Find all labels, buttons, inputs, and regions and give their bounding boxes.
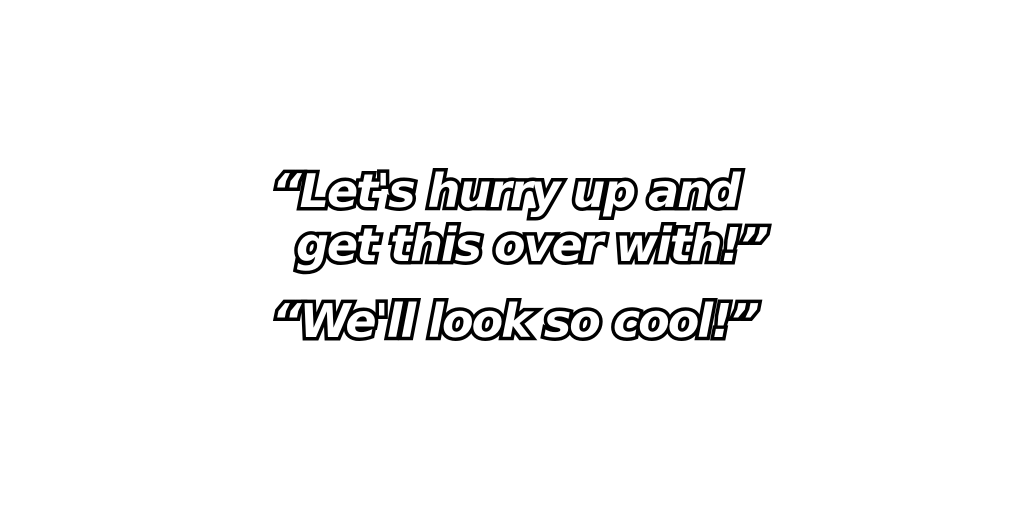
quote-1-line-2: get this over with!”: [296, 218, 768, 272]
quote-2-line-1: “We'll look so cool!”: [272, 294, 758, 348]
quote-1-line-1: “Let's hurry up and: [272, 164, 739, 218]
